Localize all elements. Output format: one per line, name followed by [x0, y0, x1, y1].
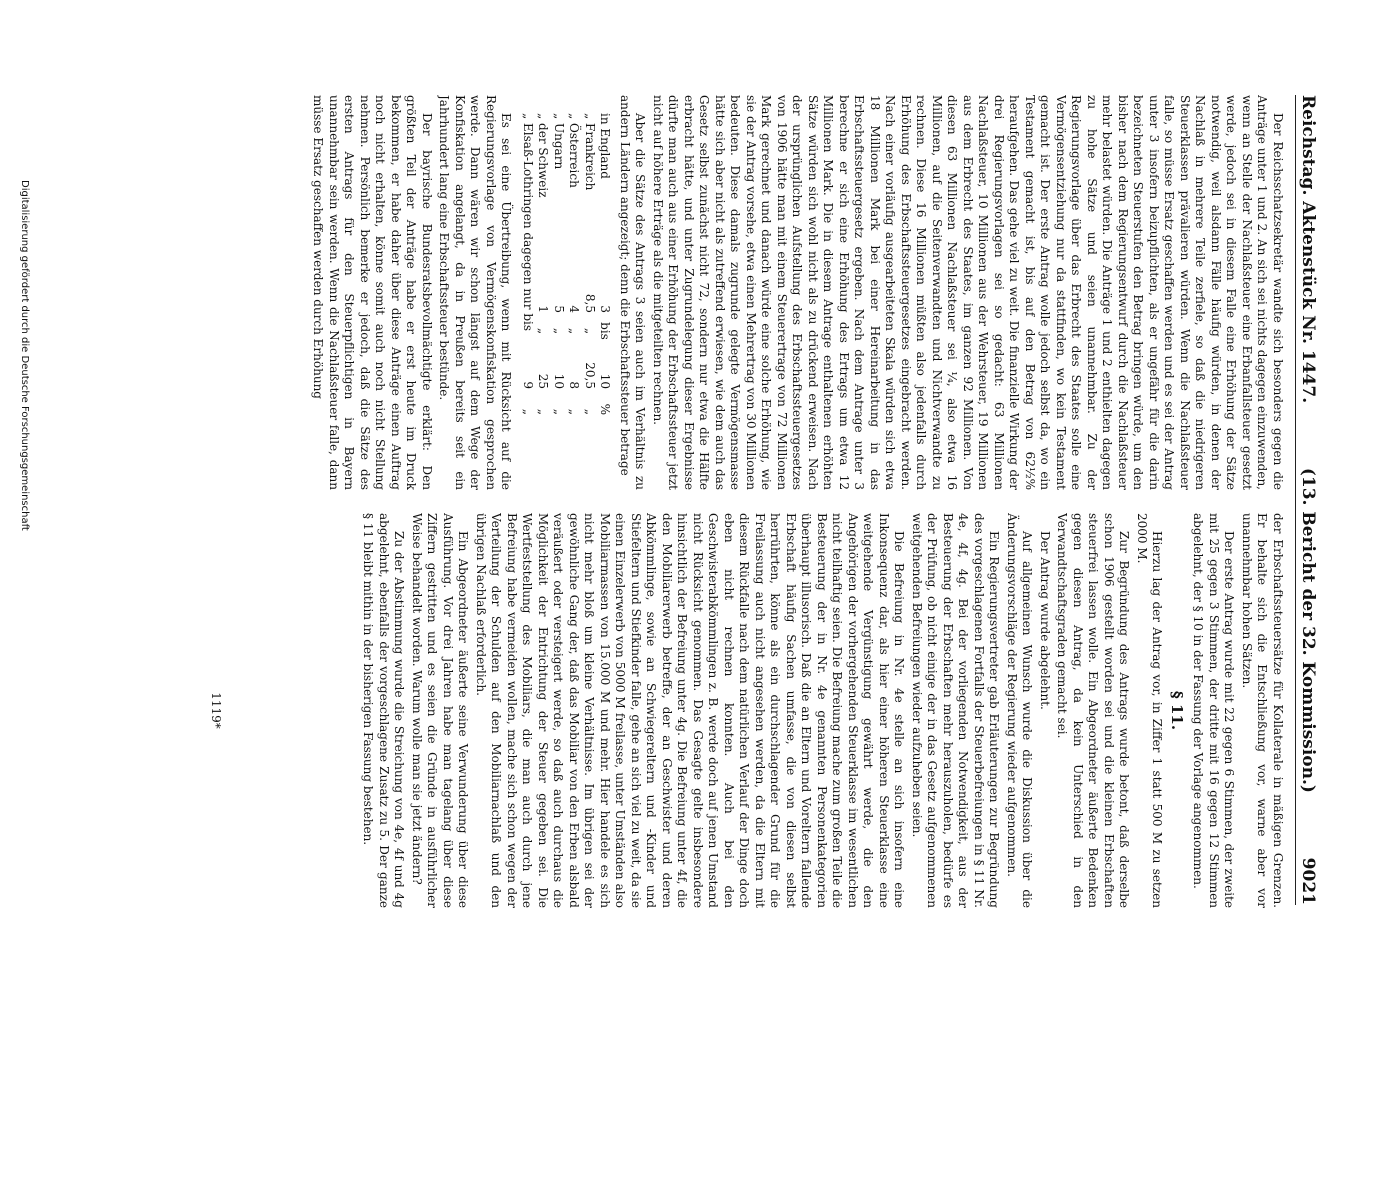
left-column [225, 95, 1285, 490]
paragraph: Ein Regierungsvertreter gab Erläuterungen zur Begründung des vorgeschlagenen Fortfalls der Steuerbefreiungen in § 11 Nr. 4e, 4f, 4g. Bei der vorliegenden Notwendigkeit, aus der Besteuerung der Erbschaften mehr herauszuholen, bedürfe es der Prüfung, ob nicht einige der in das Gesetz aufgenommenen weitgehenden Befreiungen wieder aufzuheben seien. [910, 513, 1002, 908]
header-page-number: 9021 [1298, 857, 1318, 905]
paragraph: der Erbschaftssteuersätze für Kollaterale in mäßigen Grenzen. Er behalte sich die Entschließung vor, warne aber vor unannehmbar hohen Sätzen. [1240, 513, 1285, 908]
paragraph: Der Antrag wurde abgelehnt. [1038, 531, 1052, 710]
rate-country: „ Elsaß-Lothringen dagegen nur bis [521, 113, 535, 332]
paragraph: Der bayrische Bundesratsbevollmächtigte erklärt: Den größten Teil der Anträge habe er erst heute im Druck bekommen, er habe daher über diese Anträge einen Auftrag noch nicht erhalten, könne somit auch noch nicht Stellung nehmen. Persönlich bemerke er jedoch, daß die Sätze des ersten Antrags für den Steuerpflichtigen in Bayern unannehmbar sein werden. Wenn die Nachlaßsteuer falle, dann müsse Ersatz geschaffen werden durch Erhöhung [311, 95, 434, 490]
rate-row [551, 113, 567, 490]
rate-unit: „ [521, 408, 535, 415]
rate-unit: „ [567, 408, 582, 415]
paragraph: Zu der Abstimmung wurde die Streichung von 4e, 4f und 4g abgelehnt, ebenfalls der vorgeschlagene Zusatz zu 5. Der ganze § 11 bleibt mithin in der bisherigen Fassung bestehen. [361, 513, 407, 908]
right-column [225, 513, 1285, 908]
rate-country: „ Österreich [567, 113, 582, 188]
rate-row [520, 113, 536, 490]
rate-unit: % [598, 403, 613, 415]
paragraph: Ein Abgeordneter äußerte seine Verwunderung über diese Ausführung. Vor drei Jahren habe man tagelang über diese Ziffern gestritten und es seien die Gründe in ausführlicher Weise behandelt worden. Warum wolle man sie jetzt ändern? [410, 513, 471, 908]
paragraph: Der Reichsschatzsekretär wandte sich besonders gegen die Anträge unter 1 und 2. An sich sei nichts dagegen einzuwenden, wenn an Stelle der Nachlaßsteuer eine Erbanfallsteuer gesetzt werde, jedoch sei in diesem Falle eine Erhöhung der Sätze notwendig, weil alsdann Fälle häufig würden, in denen der Nachlaß in mehrere Teile zerfiele, so daß die niedrigeren Steuerklassen prävalieren würden. Wenn die Nachlaßsteuer falle, so müsse Ersatz geschaffen werden und es sei der Antrag unter 3 insofern beizupflichten, als er ungefähr für die darin bezeichneten Steuerstufen den Betrag bringen würde, um den bisher nach dem Regierungsentwurf durch die Nachlaßsteuer mehr belastet würden. Die Anträge 1 und 2 enthielten dagegen zu hohe Sätze und seien unannehmbar. Zu der Regierungsvorlage über das Erbrecht des Staates solle eine Vermögensentziehung nur da stattfinden, wo kein Testament gemacht ist. Der erste Antrag wolle jedoch selbst da, wo ein Testament gemacht ist, bis auf den Betrag von 62½% heraufgehen. Das gehe viel zu weit. Die finanzielle Wirkung der drei Regierungsvorlagen sei so gedacht: 63 Millionen Nachlaßsteuer, 10 Millionen aus der Wehrsteuer, 19 Millionen aus dem Erbrecht des Staates, im ganzen 92 Millionen. Von diesen 63 Millionen Nachlaßsteuer sei ¼, also etwa 16 Millionen, auf die Seitenverwandten und Nichtverwandte zu rechnen. Diese 16 Millionen müßten also jedenfalls durch Erhöhung des Erbschaftssteuergesetzes eingebracht werden. Nach einer vorläufig ausgearbeiteten Skala würden sich etwa 18 Millionen Mark bei einer Hereinarbeitung in das Erbschaftssteuergesetz ergeben. Nach dem Antrage unter 3 berechne er sich eine Erhöhung des Ertrags um etwa 12 Millionen Mark. Die in diesem Antrage enthaltenen erhöhten Sätze würden sich wohl nicht als zu drückend erweisen. Nach der ursprünglichen Aufstellung des Erbschaftssteuergesetzes von 1906 hätte man mit einem Steuerertrage von 72 Millionen Mark gerechnet und danach würde eine solche Erhöhung, wie sie der Antrag vorsehe, etwa einen Mehrertrag von 30 Millionen bedeuten. Diese damals zugrunde gelegte Vermögensmasse hätte sich aber nicht als zutreffend erwiesen, wie dem auch das Gesetz selbst zunächst nicht 72, sondern nur etwa die Hälfte erbracht hätte, und unter Zugrundelegung dieser Ergebnisse dürfte man auch aus einer Erhöhung der Erbschaftssteuer jetzt nicht auf höhere Erträge als die mitgeteilten rechnen. [651, 95, 1285, 490]
rate-country: „ Frankreich [583, 113, 597, 191]
rate-to: 9 [521, 381, 535, 389]
paragraph: Die Befreiung in Nr. 4e stelle an sich insofern eine Inkonsequenz dar, als hier einer höheren Steuerklasse eine weitgehende Vergünstigung gewährt werde, die den Angehörigen der vorhergehenden Steuerklasse im wesentlichen nicht teilhaftig seien. Die Befreiung mache zum großen Teile die Besteuerung der in Nr. 4e genannten Personenkategorien überhaupt illusorisch. Daß die an Eltern und Voreltern fallende Erbschaft häufig Sachen umfasse, die von diesen selbst herrührten, könne als ein durchschlagender Grund für die Freilassung auch nicht angesehen werden, da die Eltern mit diesem Rückfalle nach dem natürlichen Verlauf der Dinge doch eben nicht rechnen konnten. Auch bei den Geschwisterabkömmlingen z. B. werde doch auf jenen Umstand nicht Rücksicht genommen. Das Gesagte gelte insbesondere hinsichtlich der Befreiung unter 4g. Die Befreiung unter 4f, die den Mobiliarerwerb betreffe, der an Geschwister und deren Abkömmlinge, sowie an Schwiegereltern und -Kinder und Stiefeltern und Stiefkinder falle, gehe an sich viel zu weit, da sie einen Einzelerwerb von 5000 M freilasse, unter Umständen also Mobiliarmassen von 15.000 M und mehr. Hier handele es sich nicht mehr bloß um kleine Verhältnisse. Im übrigen sei der gewöhnliche Gang der, daß das Mobiliar von den Erben alsbald veräußert oder versteigert werde, so daß auch durchaus die Möglichkeit der Entrichtung der Steuer gegeben sei. Die Wertfeststellung des Mobiliars, die man auch durch jene Befreiung habe vermeiden wollen, mache sich schon wegen der Verteilung der Schulden auf den Mobiliarnachlaß und den übrigen Nachlaß erforderlich. [474, 513, 907, 908]
rate-to: 10 [552, 373, 566, 389]
rate-country: „ Ungarn [552, 113, 566, 170]
rate-sep: „ [536, 327, 551, 335]
tax-rates-table [520, 113, 613, 490]
digitization-credit [18, 180, 34, 1180]
paragraph: Der erste Antrag wurde mit 22 gegen 6 Stimmen, der zweite mit 25 gegen 3 Stimmen, der dritte mit 16 gegen 12 Stimmen abgelehnt, der § 10 in der Fassung der Vorlage angenommen. [1191, 513, 1237, 908]
rate-from: 5 [552, 305, 566, 313]
header-left: Reichstag. Aktenstück Nr. 1447. [1298, 95, 1318, 404]
rate-to: 10 [598, 373, 613, 389]
rate-sep: „ [567, 327, 582, 335]
paragraph: Aber die Sätze des Antrags 3 seien auch im Verhältnis zu andern Ländern angezeigt; denn die Erbschaftssteuer betrage [618, 95, 648, 490]
rate-unit: „ [536, 408, 551, 415]
rate-sep: „ [552, 327, 566, 335]
rate-from: 3 [598, 305, 613, 313]
page-header [1295, 95, 1328, 905]
paragraph: Auf allgemeinen Wunsch wurde die Diskussion über die Änderungsvorschläge der Regierung wieder aufgenommen. [1005, 513, 1035, 908]
rate-from: 1 [536, 305, 551, 313]
paragraph: Es sei eine Übertreibung, wenn mit Rücksicht auf die Regierungsvorlage von Vermögenskonfiskation gesprochen werde. Dann wären wir schon längst auf dem Wege der Konfiskation angelangt, da in Preußen bereits seit ein Jahrhundert lang eine Erbschaftssteuer bestünde. [437, 95, 514, 490]
paragraph: Hierzu lag der Antrag vor, in Ziffer 1 statt 500 M zu setzen 2000 M. [1135, 513, 1165, 908]
header-center: (13. Bericht der 32. Kommission.) [1298, 467, 1318, 793]
rate-to: 8 [567, 381, 582, 389]
rate-from: 8,5 [583, 293, 597, 313]
rate-sep: „ [583, 327, 597, 335]
footer-page-number: 1119* [209, 692, 223, 729]
section-heading: § 11. [1168, 690, 1186, 731]
rate-country: „ der Schweiz [536, 113, 551, 198]
rate-sep: bis [598, 322, 613, 340]
rate-unit: „ [583, 408, 597, 415]
rate-row [597, 113, 613, 490]
rate-from: 4 [567, 305, 582, 313]
rate-row [582, 113, 598, 490]
rate-to: 25 [536, 373, 551, 389]
rate-unit: „ [552, 408, 566, 415]
rate-to: 20,5 [583, 362, 597, 389]
paragraph: Zur Begründung des Antrags wurde betont, daß derselbe schon 1906 gestellt worden sei und die kleinen Erbschaften steuerfrei lassen wolle. Ein Abgeordneter äußerte Bedenken gegen diesen Antrag, da kein Unterschied in den Verwandtschaftsgraden gemacht sei. [1055, 513, 1132, 908]
rate-country: in England [598, 113, 613, 179]
digitization-credit-text: Digitalisierung gefördert durch die Deutsche Forschungsgemeinschaft [19, 180, 30, 531]
rate-row [566, 113, 582, 490]
rate-row [535, 113, 551, 490]
